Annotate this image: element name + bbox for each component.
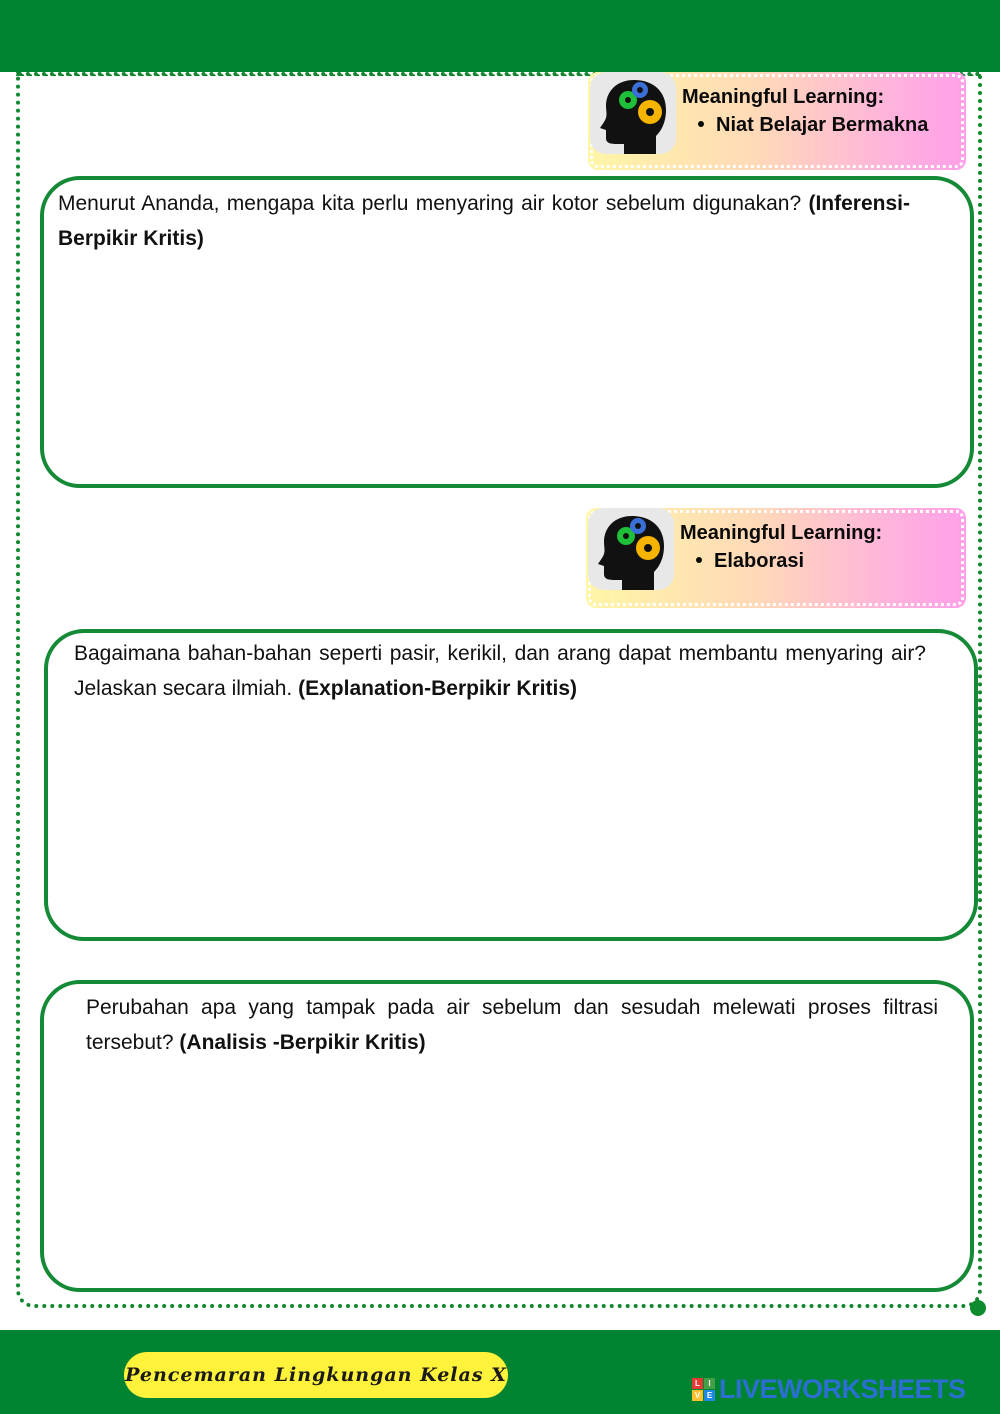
grid-letter: V [692,1390,703,1401]
brain-gears-icon [590,72,676,154]
answer-field-1[interactable] [60,262,954,476]
question-2-skill-label: (Explanation-Berpikir Kritis) [298,677,577,700]
question-3-text [86,990,938,1060]
grid-letter: I [704,1378,715,1389]
badge-title: Meaningful Learning: [680,522,883,544]
liveworksheets-logo [692,1374,966,1404]
meaningful-learning-badge-2 [586,508,966,608]
grid-letter: E [704,1390,715,1401]
question-1-text [58,186,910,256]
badge-title: Meaningful Learning: [682,86,885,108]
top-header-band [0,0,1000,72]
liveworksheets-grid-icon [692,1378,715,1401]
liveworksheets-wordmark: LIVEWORKSHEETS [719,1373,966,1404]
subject-title-pill: Pencemaran Lingkungan Kelas X [124,1352,508,1398]
brain-gears-icon [588,508,674,590]
grid-letter: L [692,1378,703,1389]
answer-field-3[interactable] [66,1068,954,1278]
badge-item-label: Elaborasi [714,550,805,572]
badge-item-label: Niat Belajar Bermakna [716,114,929,136]
bullet-icon [698,121,704,127]
question-3-skill-label: (Analisis -Berpikir Kritis) [179,1031,426,1054]
answer-field-2[interactable] [70,716,954,928]
question-3-prompt: Perubahan apa yang tampak pada air sebelum dan sesudah melewati proses filtrasi tersebut? [86,996,938,1054]
question-1-skill-label: (Inferensi-Berpikir Kritis) [58,192,910,250]
question-1-prompt: Menurut Ananda, mengapa kita perlu menyaring air kotor sebelum digunakan? [58,192,802,215]
frame-corner-dot [970,1300,986,1316]
meaningful-learning-badge-1 [588,72,966,170]
question-2-text [74,636,926,706]
badge-list-item [698,114,928,137]
badge-list-item [696,550,804,573]
bullet-icon [696,557,702,563]
question-2-prompt: Bagaimana bahan-bahan seperti pasir, kerikil, dan arang dapat membantu menyaring air? Jelaskan secara ilmiah. [74,642,926,700]
